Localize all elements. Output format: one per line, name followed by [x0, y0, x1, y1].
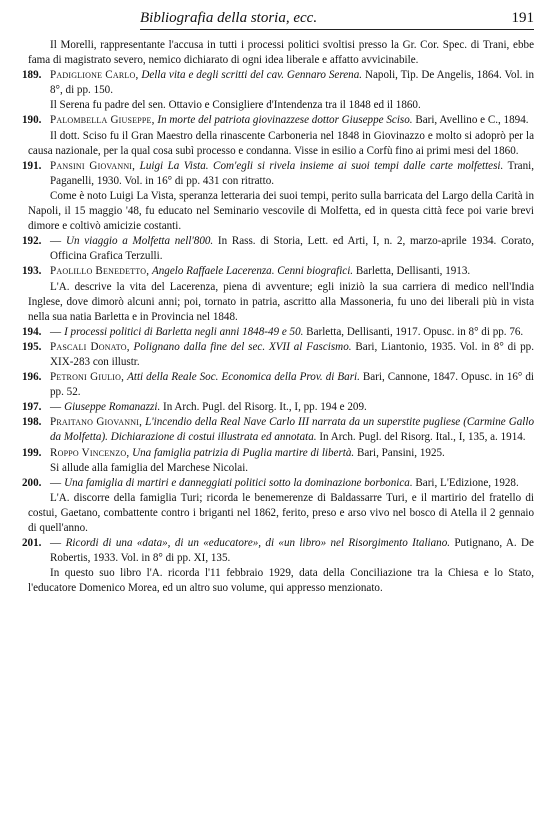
entry-note: In questo suo libro l'A. ricorda l'11 febbraio 1929, data della Conciliazione tra la Chiesa e lo Stato, l'educatore Domenico Morea, ed un altro suo volume, qui appresso menzionato. [28, 567, 534, 595]
entry-author: Pascali Donato, [50, 340, 130, 353]
entry-number: 193. [22, 265, 42, 278]
entry-author: Pansini Giovanni, [50, 159, 136, 172]
entry-note: Il Serena fu padre del sen. Ottavio e Consigliere d'Intendenza tra il 1848 ed il 1860. [50, 99, 421, 112]
entry-number: 195. [22, 340, 42, 353]
entry-note: L'A. descrive la vita del Lacerenza, piena di avventure; egli iniziò la sua carriera di medico nell'India Inglese, dove dimorò alcuni anni; poi, tornato in patria, ascritto alla Massoneria, fu uno dei liberali più in vista nella sua natia Barletta e in Provincia nel 1848. [28, 280, 534, 323]
entry-number: 199. [22, 446, 42, 459]
entry-author: Praitano Giovanni, [50, 416, 143, 429]
entry-author: Padiglione Carlo, [50, 69, 139, 82]
entry-title: Luigi La Vista. Com'egli si rivela insieme ai suoi tempi dalle carte molfettesi. [139, 159, 504, 172]
entry-title: In morte del patriota giovinazzese dottor Giuseppe Sciso. [157, 114, 413, 127]
bibliography-entry [22, 415, 534, 445]
bibliography-entry [22, 400, 534, 415]
bibliography-entry [22, 340, 534, 370]
entry-publication: In Rass. di Storia, Lett. ed Arti, I, n. 2, marzo-aprile 1934. Corato, Officina Grafica Terzulli. [50, 235, 534, 263]
entry-title: Una famiglia patrizia di Puglia martire di libertà. [132, 446, 355, 459]
entry-number: 201. [22, 537, 42, 550]
bibliography-body [22, 38, 535, 596]
entry-publication: Bari, L'Edizione, 1928. [415, 476, 519, 489]
entry-publication: Barletta, Dellisanti, 1917. Opusc. in 8° di pp. 76. [306, 325, 524, 338]
entry-title: I processi politici di Barletta negli anni 1848-49 e 50. [64, 325, 304, 338]
entry-number: 196. [22, 371, 42, 384]
entry-publication: Bari, Liantonio, 1935. Vol. in 8° di pp. XIX-283 con illustr. [50, 340, 534, 368]
entry-number: 198. [22, 416, 42, 429]
entry-publication: Putignano, A. De Robertis, 1933. Vol. in 8° di pp. XI, 135. [50, 537, 534, 565]
entry-title: Atti della Reale Soc. Economica della Prov. di Bari. [127, 371, 360, 384]
bibliography-entry [22, 264, 534, 279]
entry-author: — [50, 235, 62, 248]
entry-author: Palombella Giuseppe, [50, 114, 155, 127]
entry-author: — [50, 537, 62, 550]
bibliography-entry [22, 159, 535, 189]
entry-publication: In Arch. Pugl. del Risorg. Ital., I, 135, a. 1914. [319, 431, 526, 444]
entry-note: Il dott. Sciso fu il Gran Maestro della rinascente Carboneria nel 1848 in Giovinazzo e molto si adoprò per la causa nazionale, per la qual cosa subì processo e condanna. Visse in esilio a Corfù fino ai primi mesi del 1860. [28, 129, 534, 157]
entry-publication: Napoli, Tip. De Angelis, 1864. Vol. in 8°, di pp. 150. [50, 69, 534, 97]
entry-number: 197. [22, 401, 42, 414]
running-title: Bibliografia della storia, ecc. [140, 10, 318, 26]
entry-publication: Bari, Avellino e C., 1894. [415, 114, 529, 127]
bibliography-entry [22, 234, 534, 264]
bibliography-entry [22, 536, 534, 566]
entry-title: Una famiglia di martiri e danneggiati politici sotto la dominazione borbonica. [64, 476, 413, 489]
bibliography-entry [22, 446, 534, 461]
entry-title: Angelo Raffaele Lacerenza. Cenni biografici. [151, 265, 354, 278]
entry-list [22, 68, 535, 596]
running-header [140, 10, 534, 30]
entry-author: — [50, 401, 62, 414]
entry-number: 190. [22, 114, 42, 127]
entry-publication: Barletta, Dellisanti, 1913. [355, 265, 471, 278]
bibliography-entry [22, 68, 534, 98]
entry-number: 191. [22, 159, 42, 172]
entry-title: Della vita e degli scritti del cav. Gennaro Serena. [141, 69, 363, 82]
bibliography-entry [22, 476, 534, 491]
entry-note: Come è noto Luigi La Vista, speranza letteraria dei suoi tempi, perito sulla barricata del Largo della Carità in Napoli, il 15 maggio '48, fu educato nel Seminario vescovile di Molfetta, ed in questa città fece poi varie brevi dimore e coltivò amicizie costanti. [28, 189, 534, 233]
entry-author: Roppo Vincenzo, [50, 446, 130, 459]
entry-number: 194. [22, 325, 42, 338]
page-number: 191 [511, 10, 534, 26]
entry-author: Petroni Giulio, [50, 371, 125, 384]
entry-number: 189. [22, 69, 42, 82]
bibliography-entry [22, 113, 534, 128]
entry-author: Paolillo Benedetto, [50, 265, 150, 278]
entry-number: 192. [22, 235, 42, 248]
entry-title: Polignano dalla fine del sec. XVII al Fascismo. [133, 340, 352, 353]
entry-publication: In Arch. Pugl. del Risorg. It., I, pp. 194 e 209. [163, 401, 367, 414]
entry-author: — [50, 476, 62, 489]
entry-note: Si allude alla famiglia del Marchese Nicolai. [50, 461, 249, 474]
entry-publication: Trani, Paganelli, 1930. Vol. in 16° di pp. 431 con ritratto. [50, 159, 535, 187]
entry-title: Ricordi di una «data», di un «educatore», di «un libro» nel Risorgimento Italiano. [65, 537, 451, 550]
entry-title: L'incendio della Real Nave Carlo III narrata da un superstite pugliese (Carmine Gallo da Molfetta). Dichiarazione di costui illustrata ed annotata. [50, 416, 534, 444]
intro-paragraph: Il Morelli, rappresentante l'accusa in tutti i processi politici svoltisi presso la Gr. Cor. Spec. di Trani, ebbe fama di magistrato severo, nemico dichiarato di ogni idea liberale e affatto avvicinabile. [28, 39, 534, 67]
entry-publication: Bari, Cannone, 1847. Opusc. in 16° di pp. 52. [50, 371, 534, 399]
entry-title: Giuseppe Romanazzi. [64, 401, 161, 414]
entry-author: — [50, 325, 62, 338]
bibliography-entry [22, 370, 534, 400]
entry-note: L'A. discorre della famiglia Turi; ricorda le benemerenze di Baldassarre Turi, e il martirio del fratello di costui, Gaetano, combattente contro i briganti nel 1862, ferito, preso e arso vivo nel bosco di Atella il 2 gennaio di quell'anno. [28, 491, 534, 534]
entry-title: Un viaggio a Molfetta nell'800. [66, 235, 214, 248]
bibliography-entry [22, 325, 534, 340]
entry-publication: Bari, Pansini, 1925. [356, 446, 445, 459]
entry-number: 200. [22, 476, 42, 489]
